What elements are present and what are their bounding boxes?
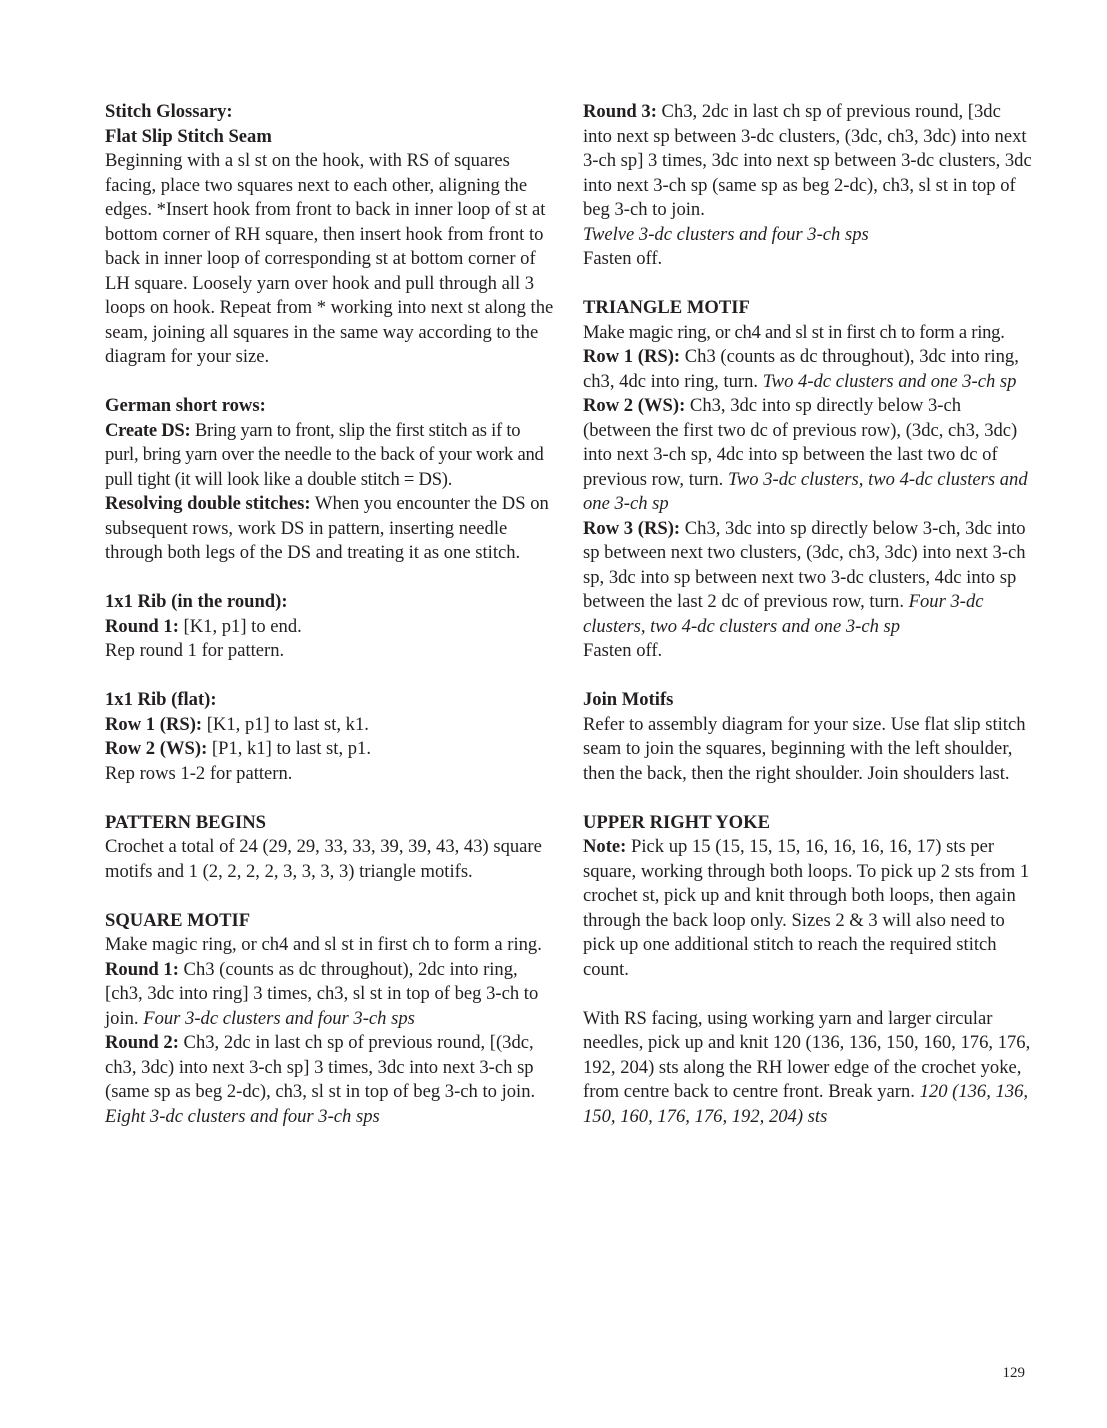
body-text: Beginning with a sl st on the hook, with RS of squares facing, place two squares next to each other, aligning the edges. *Insert hook from front to back in inner loop of st at bottom corner of RH square, then insert hook from front to back in inner loop of corresponding st at bottom corner of LH square. Loosely yarn over hook and pull through all 3 loops on hook. Repeat from * working into next st along the seam, joining all squares in the same way according to the diagram for your size. xyxy=(105,150,554,367)
instruction-line: Rep round 1 for pattern. xyxy=(105,640,285,661)
instruction-line xyxy=(105,713,555,738)
term-label: Create DS: xyxy=(105,419,191,441)
row-text: [P1, k1] to last st, p1. xyxy=(207,738,371,759)
stitch-count: Two 4-dc clusters and one 3-ch sp xyxy=(762,370,1017,392)
stitch-count: Four 3-dc clusters, two 4-dc clusters and one 3-ch sp xyxy=(583,591,984,637)
instruction-line xyxy=(583,345,1033,394)
row-label: Round 1: xyxy=(105,615,179,637)
row-text: Ch3, 3dc into sp directly below 3-ch (between the first two dc of previous row), (3dc, ch3, 3dc) into next 3-ch sp, 4dc into sp between the last two dc of previous row, turn. xyxy=(583,395,1018,490)
section-heading: TRIANGLE MOTIF xyxy=(583,297,750,318)
instruction-line xyxy=(583,517,1033,640)
instruction-line: Rep rows 1-2 for pattern. xyxy=(105,762,293,784)
stitch-glossary-section xyxy=(105,100,555,370)
row-label: Row 2 (WS): xyxy=(583,395,686,416)
row-label: Row 2 (WS): xyxy=(105,738,208,759)
row-text: Ch3 (counts as dc throughout), 3dc into ring, ch3, 4dc into ring, turn. xyxy=(583,346,1019,392)
term-label: Resolving double stitches: xyxy=(105,493,311,514)
pattern-begins-section xyxy=(105,811,555,885)
triangle-motif-section xyxy=(583,296,1033,664)
stitch-count: Twelve 3-dc clusters and four 3-ch sps xyxy=(583,223,869,245)
stitch-count: Two 3-dc clusters, two 4-dc clusters and one 3-ch sp xyxy=(583,468,1028,514)
body-text: Make magic ring, or ch4 and sl st in first ch to form a ring. xyxy=(583,321,1005,343)
body-text xyxy=(105,419,555,493)
row-label: Round 1: xyxy=(105,958,179,980)
upper-right-yoke-section xyxy=(583,811,1033,983)
row-label: Row 1 (RS): xyxy=(583,346,681,367)
yoke-pickup-paragraph xyxy=(583,1007,1033,1130)
instruction-line: Fasten off. xyxy=(583,640,663,661)
left-column xyxy=(105,100,555,1154)
body-text xyxy=(105,492,555,566)
stitch-count: Eight 3-dc clusters and four 3-ch sps xyxy=(105,1105,380,1127)
rib-round-section xyxy=(105,590,555,664)
body-text: Make magic ring, or ch4 and sl st in first ch to form a ring. xyxy=(105,934,542,955)
body-text: Crochet a total of 24 (29, 29, 33, 33, 39, 39, 43, 43) square motifs and 1 (2, 2, 2, 2, 3, 3, 3, 3) triangle motifs. xyxy=(105,836,542,882)
join-motifs-section xyxy=(583,688,1033,786)
row-label: Round 3: xyxy=(583,101,657,122)
instruction-line xyxy=(583,100,1033,223)
body-text xyxy=(583,1007,1033,1130)
body-text xyxy=(583,835,1033,982)
stitch-count: Four 3-dc clusters and four 3-ch sps xyxy=(143,1007,415,1029)
instruction-line xyxy=(105,615,555,640)
page-number: 129 xyxy=(1002,1365,1025,1381)
section-heading: Join Motifs xyxy=(583,689,674,710)
row-label: Row 3 (RS): xyxy=(583,517,681,539)
note-text: Pick up 15 (15, 15, 15, 16, 16, 16, 16, 17) sts per square, working through both loops. To pick up 2 sts from 1 crochet st, pick up and knit through both loops, then again through the back loop only. Sizes 2 & 3 will also need to pick up one additional stitch to reach the required stitch count. xyxy=(583,836,1030,980)
row-text: [K1, p1] to end. xyxy=(178,615,302,637)
section-heading: UPPER RIGHT YOKE xyxy=(583,811,770,833)
section-heading: PATTERN BEGINS xyxy=(105,811,267,833)
instruction-line xyxy=(583,394,1033,517)
row-label: Row 1 (RS): xyxy=(105,713,203,735)
section-heading: German short rows: xyxy=(105,395,266,416)
right-column xyxy=(583,100,1033,1154)
row-text: Ch3, 2dc in last ch sp of previous round, [(3dc, ch3, 3dc) into next 3-ch sp] 3 times, 3dc into next 3-ch sp (same sp as beg 2-dc), ch3, sl st in top of beg 3-ch to join. xyxy=(105,1032,536,1102)
term-text: When you encounter the DS on subsequent rows, work DS in pattern, inserting needle through both legs of the DS and treating it as one stitch. xyxy=(105,493,549,563)
row-text: Ch3 (counts as dc throughout), 2dc into ring, [ch3, 3dc into ring] 3 times, ch3, sl st in top of beg 3-ch to join. xyxy=(105,958,539,1029)
para-text: With RS facing, using working yarn and larger circular needles, pick up and knit 120 (136, 136, 150, 160, 176, 176, 192, 204) sts along the RH lower edge of the crochet yoke, from centre back to centre front. Break yarn. xyxy=(583,1007,1031,1102)
body-text: Refer to assembly diagram for your size. Use flat slip stitch seam to join the squares, beginning with the left shoulder, then the back, then the right shoulder. Join shoulders last. xyxy=(583,713,1026,784)
row-text: Ch3, 3dc into sp directly below 3-ch, 3dc into sp between next two clusters, (3dc, ch3, 3dc) into next 3-ch sp, 3dc into sp between next two 3-dc clusters, 4dc into sp between the last 2 dc of previous row, turn. xyxy=(583,517,1026,612)
row-text: [K1, p1] to last st, k1. xyxy=(202,713,369,735)
section-heading: Stitch Glossary: xyxy=(105,101,233,122)
row-text: Ch3, 2dc in last ch sp of previous round, [3dc into next sp between 3-dc clusters, (3dc, ch3, 3dc) into next 3-ch sp] 3 times, 3dc into next sp between 3-dc clusters, 3dc into next 3-ch sp (same sp as beg 2-dc), ch3, sl st in top of beg 3-ch to join. xyxy=(583,101,1032,220)
rib-flat-section xyxy=(105,688,555,786)
stitch-count: 120 (136, 136, 150, 160, 176, 176, 192, 204) sts xyxy=(583,1081,1029,1127)
row-label: Round 2: xyxy=(105,1032,179,1053)
german-short-rows-section xyxy=(105,394,555,566)
instruction-line xyxy=(105,958,555,1032)
section-heading: 1x1 Rib (in the round): xyxy=(105,591,288,612)
section-heading: SQUARE MOTIF xyxy=(105,909,251,931)
sub-heading: Flat Slip Stitch Seam xyxy=(105,125,272,147)
square-motif-section xyxy=(105,909,555,1130)
section-heading: 1x1 Rib (flat): xyxy=(105,689,217,710)
instruction-line xyxy=(105,1031,555,1129)
round-3-section xyxy=(583,100,1033,272)
instruction-line xyxy=(105,737,555,762)
term-text: Bring yarn to front, slip the first stitch as if to purl, bring yarn over the needle to the back of your work and pull tight (it will look like a double stitch = DS). xyxy=(105,419,544,490)
instruction-line: Fasten off. xyxy=(583,248,663,269)
note-label: Note: xyxy=(583,836,627,857)
